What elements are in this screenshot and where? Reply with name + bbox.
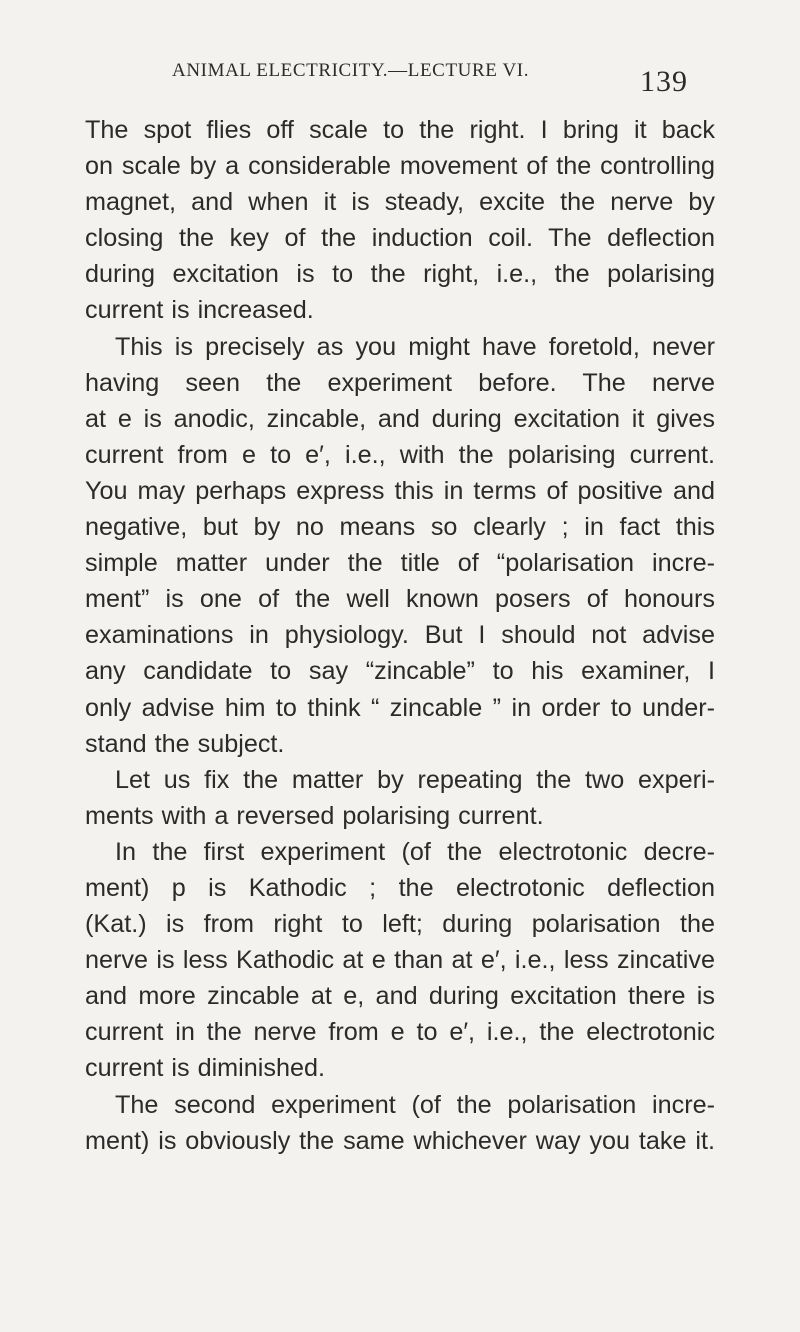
- text-line: only advise him to think “ zincable ” in order to under-: [85, 693, 715, 722]
- text-line: stand the subject.: [85, 729, 285, 758]
- text-line: The second experiment (of the polarisation incre-: [115, 1090, 715, 1119]
- text-line: magnet, and when it is steady, excite the nerve by: [85, 188, 715, 217]
- text-line: closing the key of the induction coil. The deflection: [85, 224, 715, 253]
- text-line: In the first experiment (of the electrotonic decre-: [115, 837, 715, 866]
- text-line: simple matter under the title of “polarisation incre-: [85, 549, 715, 578]
- text-line: ments with a reversed polarising current.: [85, 801, 544, 830]
- text-line: current in the nerve from e to e′, i.e., the electrotonic: [85, 1018, 715, 1047]
- text-line: ment” is one of the well known posers of honours: [85, 585, 715, 614]
- text-line: examinations in physiology. But I should not advise: [85, 621, 715, 650]
- text-line: and more zincable at e, and during excitation there is: [85, 982, 715, 1011]
- text-line: at e is anodic, zincable, and during excitation it gives: [85, 404, 715, 433]
- text-line: This is precisely as you might have foretold, never: [115, 332, 715, 361]
- text-line: The spot flies off scale to the right. I bring it back: [85, 116, 715, 144]
- text-line: on scale by a considerable movement of the controlling: [85, 152, 715, 181]
- text-line: any candidate to say “zincable” to his examiner, I: [85, 657, 715, 686]
- text-line: ment) p is Kathodic ; the electrotonic deflection: [85, 873, 715, 902]
- text-line: during excitation is to the right, i.e., the polarising: [85, 260, 715, 289]
- page-number: 139: [640, 65, 688, 98]
- text-line: ment) is obviously the same whichever way you take it.: [85, 1126, 715, 1155]
- text-line: current is diminished.: [85, 1054, 325, 1083]
- text-line: current is increased.: [85, 296, 314, 325]
- text-line: nerve is less Kathodic at e than at e′, i.e., less zincative: [85, 946, 715, 975]
- text-line: Let us fix the matter by repeating the two experi-: [115, 765, 715, 794]
- text-line: (Kat.) is from right to left; during polarisation the: [85, 910, 715, 939]
- text-line: You may perhaps express this in terms of positive and: [85, 476, 715, 505]
- text-line: having seen the experiment before. The nerve: [85, 368, 715, 397]
- running-head: ANIMAL ELECTRICITY.—LECTURE VI.: [172, 60, 530, 81]
- text-line: current from e to e′, i.e., with the polarising current.: [85, 440, 715, 469]
- text-line: negative, but by no means so clearly ; in fact this: [85, 513, 715, 542]
- body-text: [85, 112, 715, 1159]
